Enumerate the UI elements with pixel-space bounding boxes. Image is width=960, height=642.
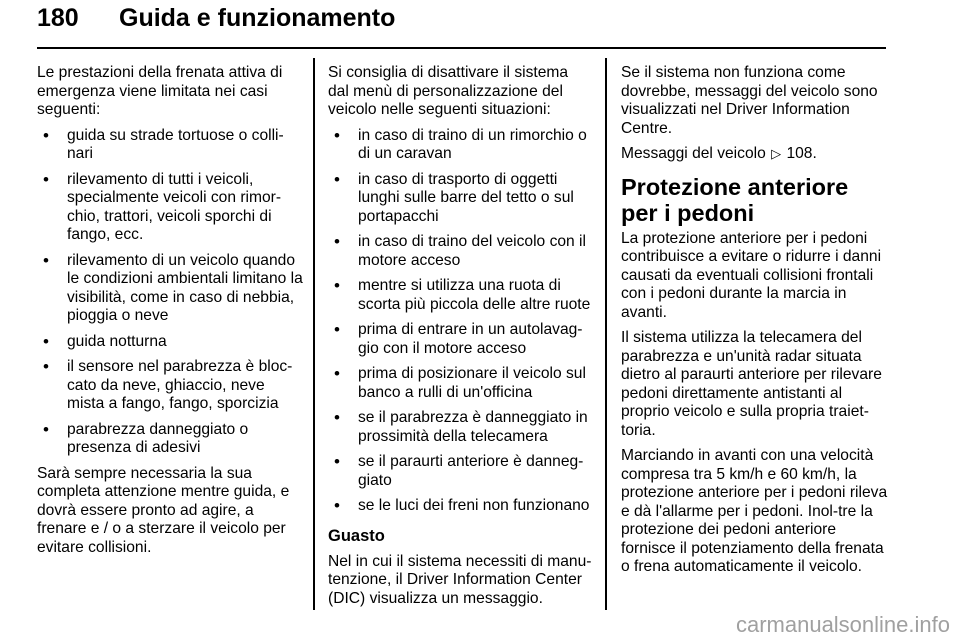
- col3-p3: La protezione anteriore per i pedoni contribuisce a evitare o ridurre i danni causati da eventuali collisioni frontali con i pedoni durante la marcia in avanti.: [621, 229, 882, 321]
- header-rule: [37, 47, 886, 49]
- col3-p4: Il sistema utilizza la telecamera del parabrezza e un'unità radar situata dietro al paraurti anteriore per rilevare pedoni direttamente antistanti al proprio veicolo e sulla propria traiet-toria.: [621, 329, 882, 439]
- list-item: • in caso di traino del veicolo con il motore acceso: [328, 233, 593, 270]
- col1-outro: Sarà sempre necessaria la sua completa attenzione mentre guida, e dovrà essere pronto ad agire, a frenare e / o a sterzare il veicolo per evitare collisioni.: [37, 464, 290, 556]
- vehicle-messages-reference: [621, 145, 889, 164]
- col1-bullet-list: [37, 127, 305, 458]
- column-divider-1: [313, 58, 315, 610]
- list-item: • in caso di traino di un rimorchio o di un caravan: [328, 127, 593, 164]
- list-item: • se le luci dei freni non funzionano: [328, 497, 593, 516]
- col2-bullet-list: [328, 127, 593, 516]
- list-item: • rilevamento di tutti i veicoli, specialmente veicoli con rimor-chio, trattori, veicoli sporchi di fango, ecc.: [37, 171, 305, 245]
- column-1: [37, 64, 305, 564]
- pedestrian-protection-heading: Protezione anteriore per i pedoni: [621, 173, 849, 226]
- reference-text: Messaggi del veicolo: [621, 145, 766, 162]
- list-item: • prima di entrare in un autolavag-gio con il motore acceso: [328, 321, 593, 358]
- page-reference-icon: ▷: [771, 146, 782, 161]
- list-item: • il sensore nel parabrezza è bloc-cato da neve, ghiaccio, neve mista a fango, fango, sporcizia: [37, 358, 305, 414]
- reference-page-link[interactable]: 108.: [786, 145, 817, 162]
- list-item: • rilevamento di un veicolo quando le condizioni ambientali limitano la visibilità, come in caso di nebbia, pioggia o neve: [37, 252, 305, 326]
- list-item: • prima di posizionare il veicolo sul banco a rulli di un'officina: [328, 365, 593, 402]
- column-3: [621, 64, 889, 584]
- list-item: • parabrezza danneggiato o presenza di adesivi: [37, 421, 305, 458]
- list-item: • se il paraurti anteriore è danneg-giato: [328, 453, 593, 490]
- list-item: • guida su strade tortuose o colli-nari: [37, 127, 305, 164]
- section-title: Guida e funzionamento: [119, 4, 396, 32]
- list-item: • guida notturna: [37, 333, 305, 352]
- col2-intro: Si consiglia di disattivare il sistema dal menù di personalizzazione del veicolo nelle seguenti situazioni:: [328, 64, 569, 118]
- list-item: • in caso di trasporto di oggetti lunghi sulle barre del tetto o sul portapacchi: [328, 171, 593, 227]
- fault-heading: Guasto: [328, 526, 385, 545]
- column-2: [328, 64, 593, 615]
- col3-p5: Marciando in avanti con una velocità compresa tra 5 km/h e 60 km/h, la protezione anteriore per i pedoni rileva e dà l'allarme per i pedoni. Inol-tre la protezione dei pedoni anteriore fornisce il potenziamento della frenata o frena automaticamente il veicolo.: [621, 447, 888, 575]
- watermark: carmanualsonline.info: [735, 612, 950, 637]
- col1-intro: Le prestazioni della frenata attiva di emergenza viene limitata nei casi seguenti:: [37, 64, 283, 118]
- page-header: [37, 4, 887, 44]
- fault-text: Nel in cui il sistema necessiti di manu-tenzione, il Driver Information Center (DIC) visualizza un messaggio.: [328, 552, 592, 607]
- list-item: • mentre si utilizza una ruota di scorta più piccola delle altre ruote: [328, 277, 593, 314]
- list-item: • se il parabrezza è danneggiato in prossimità della telecamera: [328, 409, 593, 446]
- column-divider-2: [605, 58, 607, 610]
- col3-p1: Se il sistema non funziona come dovrebbe, messaggi del veicolo sono visualizzati nel Driver Information Centre.: [621, 64, 878, 137]
- page-number: 180: [37, 4, 79, 32]
